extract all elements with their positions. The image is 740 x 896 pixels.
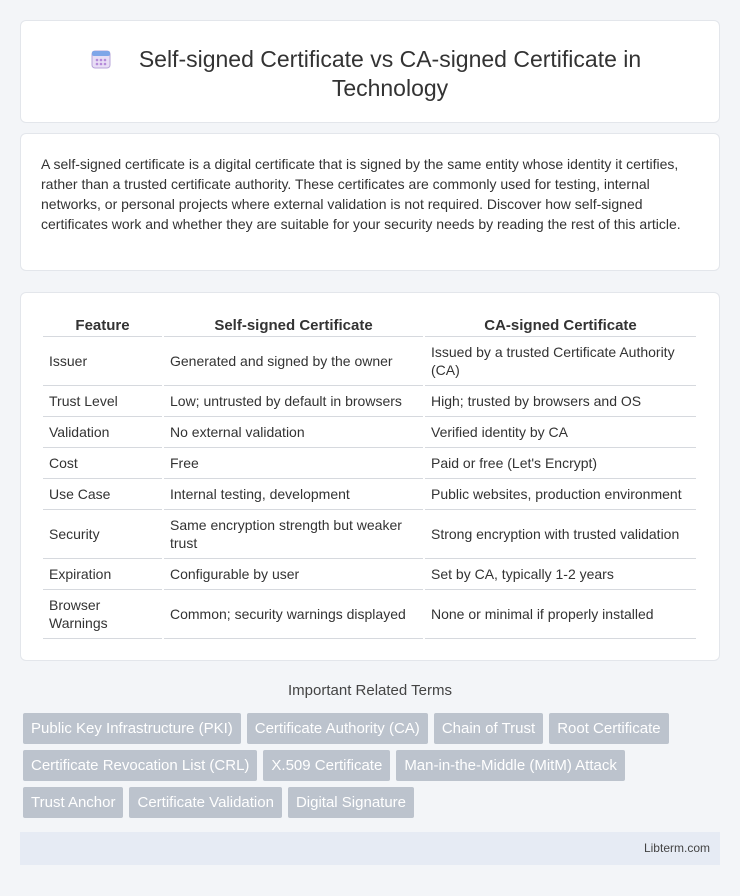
table-row [43,448,696,479]
term-tag[interactable]: Man-in-the-Middle (MitM) Attack [396,750,625,781]
intro-paragraph: A self-signed certificate is a digital certificate that is signed by the same entity whose identity it certifies, rather than a trusted certificate authority. These certificates are commonly used for testing, internal networks, or personal projects where external validation is not required. Discover how self-signed certificates work and whether they are suitable for your security needs by reading the rest of this article. [41,156,681,232]
cell-self-signed: Generated and signed by the owner [164,337,423,386]
term-tag[interactable]: Certificate Revocation List (CRL) [23,750,257,781]
cell-self-signed: Free [164,448,423,479]
term-tag[interactable]: Root Certificate [549,713,668,744]
table-row [43,417,696,448]
related-terms-heading: Important Related Terms [288,682,452,699]
cell-self-signed: Low; untrusted by default in browsers [164,386,423,417]
term-tag[interactable]: Digital Signature [288,787,414,818]
term-tag[interactable]: Certificate Validation [129,787,281,818]
comparison-table [41,313,698,639]
header-self-signed: Self-signed Certificate [164,313,423,337]
cell-feature: Expiration [43,559,162,590]
cell-self-signed: Internal testing, development [164,479,423,510]
term-tag[interactable]: Public Key Infrastructure (PKI) [23,713,241,744]
cell-feature: Use Case [43,479,162,510]
term-tag[interactable]: Certificate Authority (CA) [247,713,428,744]
table-row [43,510,696,559]
cell-self-signed: No external validation [164,417,423,448]
cell-self-signed: Same encryption strength but weaker trust [164,510,423,559]
cell-feature: Browser Warnings [43,590,162,639]
cell-feature: Issuer [43,337,162,386]
table-row [43,590,696,639]
table-row [43,337,696,386]
footer-site-link[interactable]: Libterm.com [643,841,710,855]
cell-feature: Security [43,510,162,559]
related-terms-list [23,713,713,824]
cell-ca-signed: Strong encryption with trusted validation [425,510,696,559]
intro-card [20,133,720,271]
term-tag[interactable]: Chain of Trust [434,713,543,744]
comparison-card [20,292,720,661]
title-card [20,20,720,123]
term-tag[interactable]: Trust Anchor [23,787,123,818]
footer [20,832,720,865]
term-tag[interactable]: X.509 Certificate [263,750,390,781]
cell-ca-signed: Set by CA, typically 1-2 years [425,559,696,590]
cell-ca-signed: Verified identity by CA [425,417,696,448]
table-header-row [43,313,696,337]
cell-self-signed: Configurable by user [164,559,423,590]
table-row [43,559,696,590]
table-row [43,479,696,510]
header-feature: Feature [43,313,162,337]
cell-ca-signed: High; trusted by browsers and OS [425,386,696,417]
page-title: Self-signed Certificate vs CA-signed Certificate in Technology [138,46,642,101]
cell-ca-signed: None or minimal if properly installed [425,590,696,639]
cell-ca-signed: Paid or free (Let's Encrypt) [425,448,696,479]
cell-feature: Validation [43,417,162,448]
table-row [43,386,696,417]
cell-feature: Trust Level [43,386,162,417]
cell-feature: Cost [43,448,162,479]
header-ca-signed: CA-signed Certificate [425,313,696,337]
cell-self-signed: Common; security warnings displayed [164,590,423,639]
cell-ca-signed: Public websites, production environment [425,479,696,510]
cell-ca-signed: Issued by a trusted Certificate Authority (CA) [425,337,696,386]
